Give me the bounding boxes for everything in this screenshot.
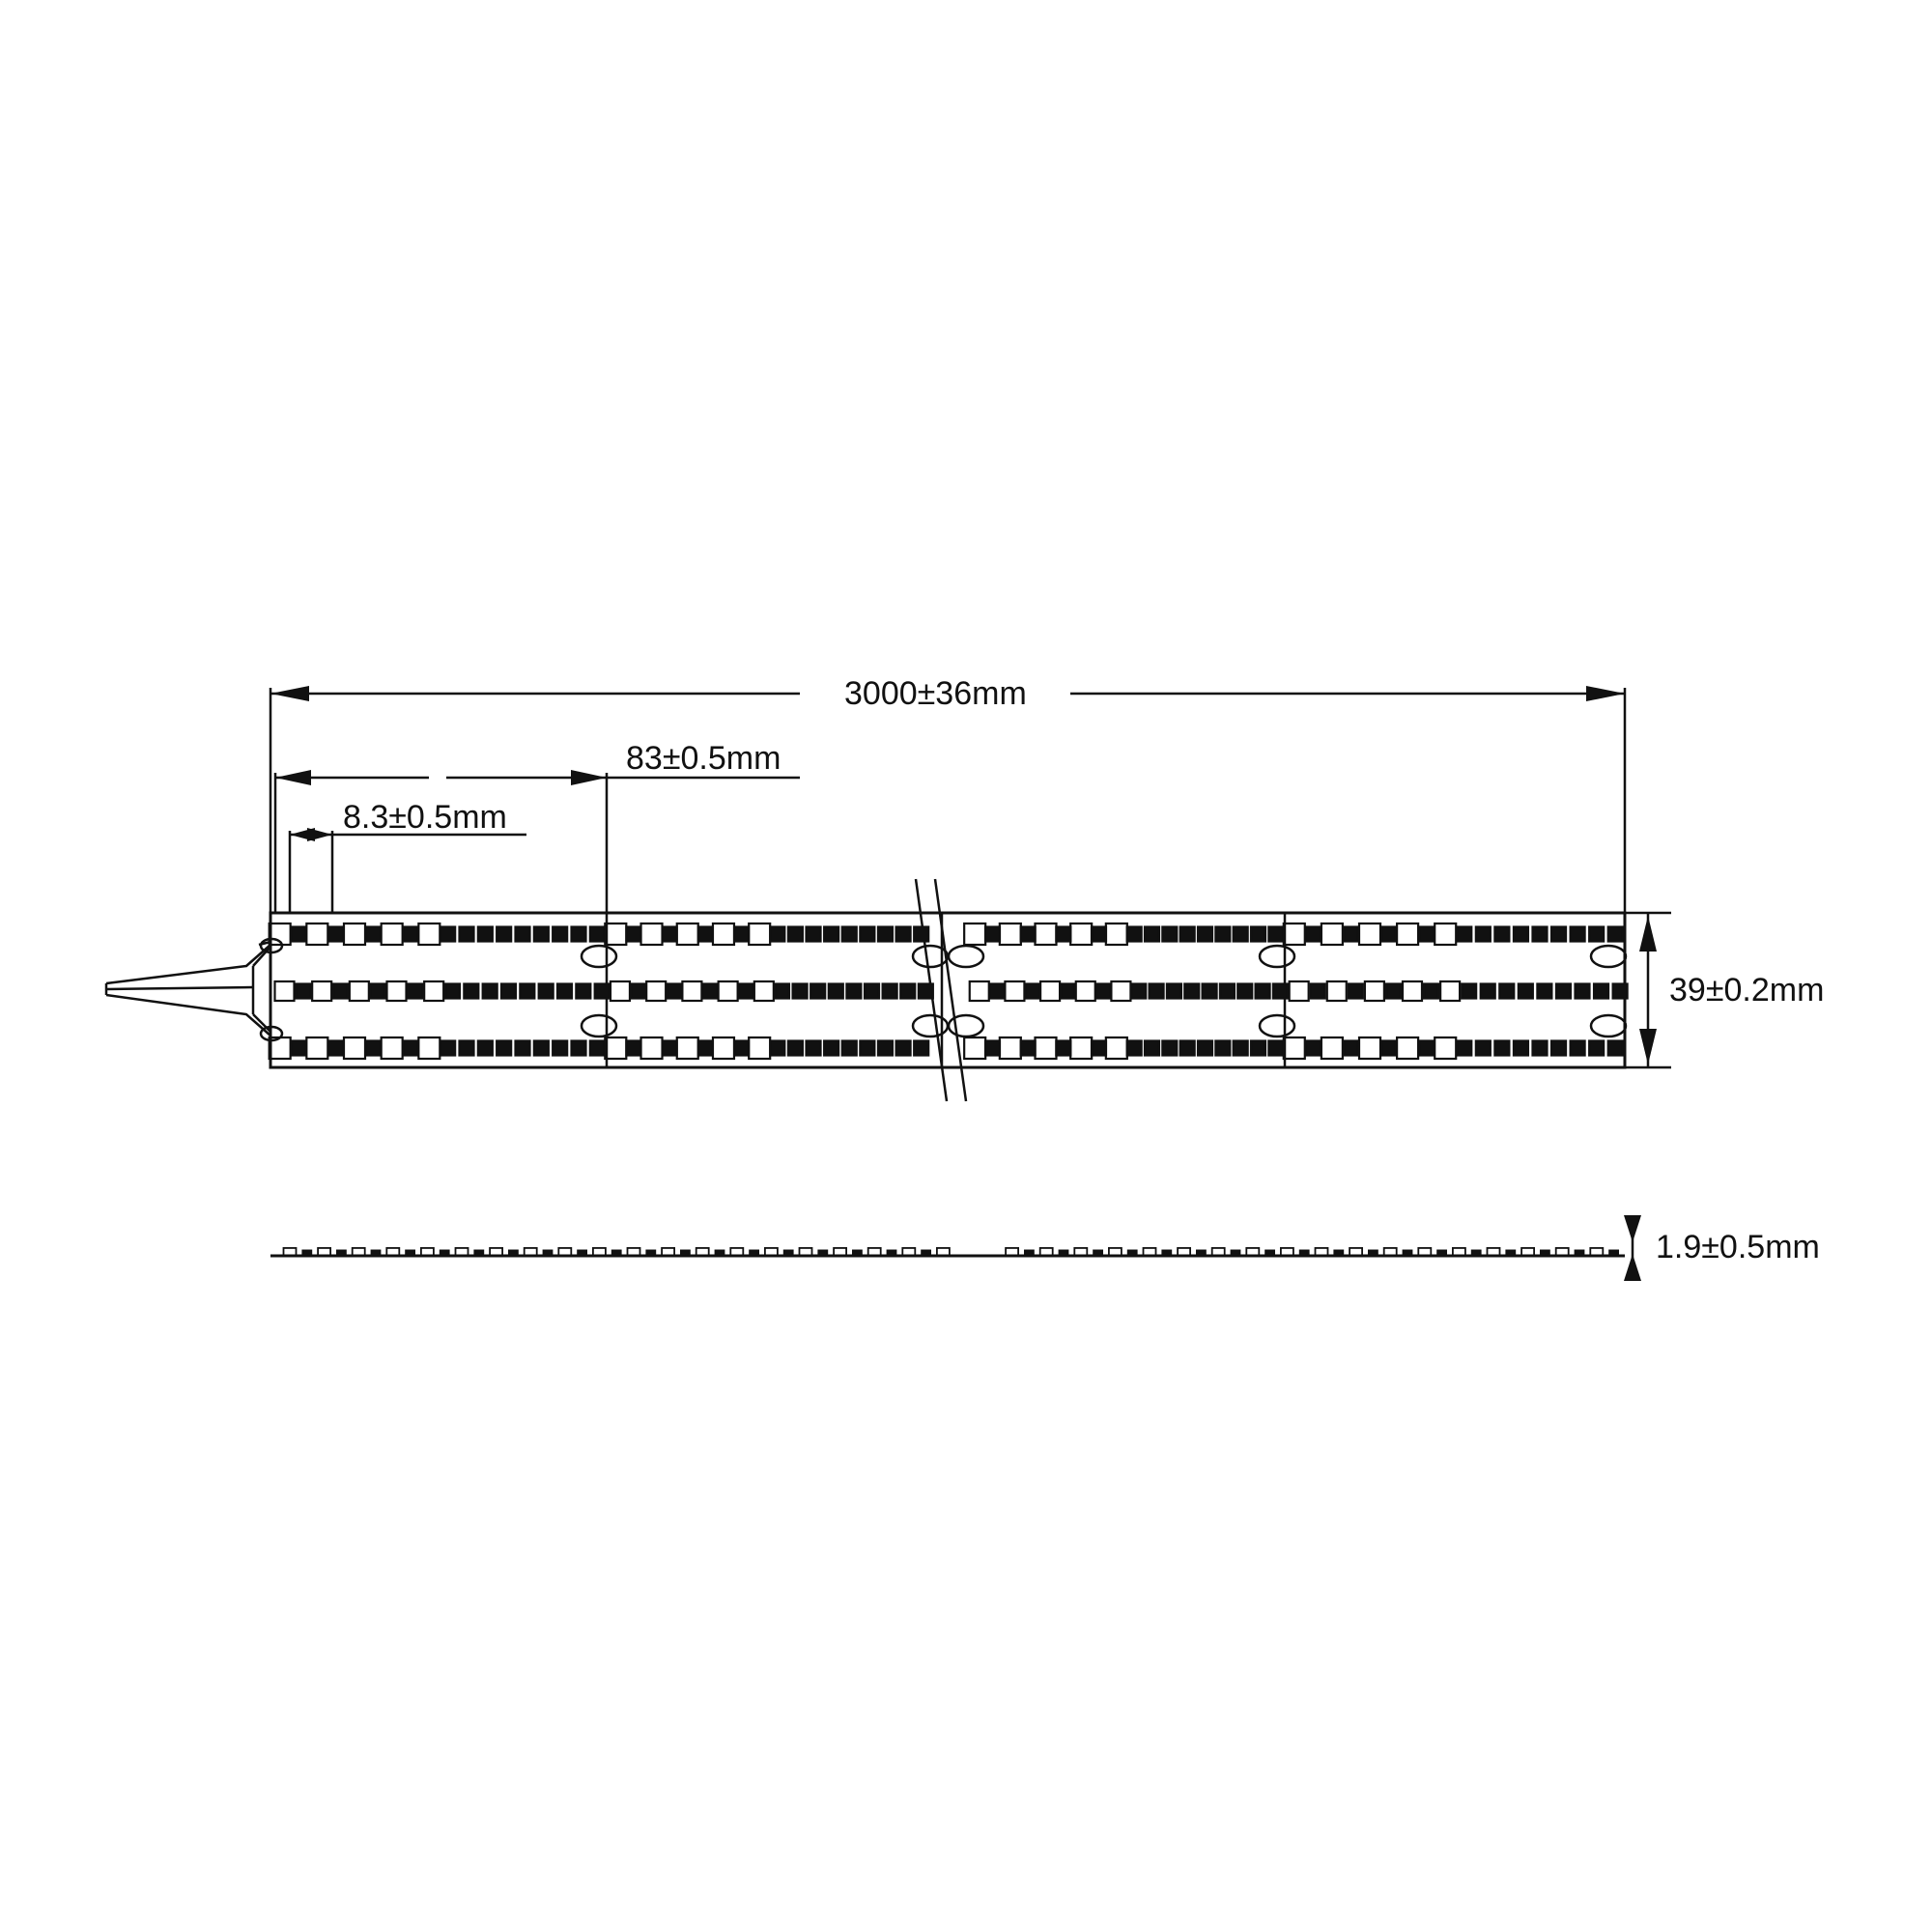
led-emitter: [703, 984, 718, 999]
led-emitter: [292, 927, 306, 942]
led-emitter: [1551, 1041, 1566, 1056]
led-emitter: [328, 1041, 343, 1056]
led-emitter: [900, 984, 915, 999]
led-emitter: [1608, 927, 1623, 942]
led-emitter: [1111, 981, 1130, 1001]
led-emitter: [516, 1041, 530, 1056]
led-pitch-dimension: [290, 828, 526, 913]
led-emitter: [682, 981, 701, 1001]
led-emitter: [275, 981, 295, 1001]
led-emitter: [663, 927, 677, 942]
led-emitter: [1386, 984, 1401, 999]
led-emitter: [1251, 1041, 1265, 1056]
led-emitter-side: [440, 1250, 449, 1256]
led-emitter: [1025, 984, 1039, 999]
led-emitter: [1359, 1037, 1380, 1059]
led-emitter-side: [1162, 1250, 1171, 1256]
led-emitter: [572, 927, 586, 942]
led-emitter: [1145, 927, 1159, 942]
led-emitter: [914, 927, 928, 942]
led-emitter: [312, 981, 331, 1001]
led-emitter-side: [784, 1250, 793, 1256]
led-emitter: [1381, 927, 1396, 942]
thickness-dimension: [1624, 1215, 1641, 1281]
led-emitter: [572, 1041, 586, 1056]
led-emitter: [557, 984, 572, 999]
led-emitter: [611, 981, 630, 1001]
led-emitter: [1533, 927, 1548, 942]
led-emitter: [1594, 984, 1608, 999]
led-emitter: [1198, 927, 1212, 942]
led-emitter: [1021, 1041, 1036, 1056]
led-emitter: [1036, 1037, 1057, 1059]
led-emitter: [553, 927, 567, 942]
led-emitter: [371, 984, 385, 999]
led-emitter: [520, 984, 534, 999]
led-emitter: [1092, 1041, 1106, 1056]
led-emitter: [754, 981, 774, 1001]
width-label: 39±0.2mm: [1669, 972, 1825, 1009]
led-emitter-side: [509, 1250, 518, 1256]
led-emitter: [497, 1041, 511, 1056]
led-emitter: [1613, 984, 1628, 999]
led-emitter: [1403, 981, 1422, 1001]
led-emitter: [626, 1041, 640, 1056]
led-emitter-side: [1472, 1250, 1481, 1256]
led-emitter: [860, 927, 874, 942]
led-emitter-side: [1232, 1250, 1240, 1256]
led-emitter: [1167, 984, 1181, 999]
led-emitter: [382, 923, 403, 945]
led-emitter: [824, 927, 838, 942]
led-emitter-side: [1094, 1250, 1102, 1256]
total-length-label: 3000±36mm: [844, 675, 1027, 712]
led-emitter: [1576, 984, 1590, 999]
led-emitter: [404, 927, 418, 942]
segment-length-dimension: [275, 770, 800, 913]
led-emitter: [770, 1041, 784, 1056]
led-emitter: [460, 927, 474, 942]
led-emitter: [1234, 1041, 1248, 1056]
led-emitter: [1424, 984, 1438, 999]
led-emitter: [883, 984, 897, 999]
led-emitter: [1220, 984, 1235, 999]
led-emitter: [1499, 984, 1514, 999]
led-emitter: [1589, 1041, 1604, 1056]
led-emitter-side: [1197, 1250, 1206, 1256]
led-emitter: [1533, 1041, 1548, 1056]
led-emitter: [1215, 1041, 1230, 1056]
led-emitter: [1419, 927, 1434, 942]
led-emitter: [641, 923, 663, 945]
led-emitter: [807, 927, 821, 942]
led-emitter: [1234, 927, 1248, 942]
led-emitter: [1476, 927, 1491, 942]
led-emitter: [626, 927, 640, 942]
led-emitter: [770, 927, 784, 942]
led-emitter: [990, 984, 1005, 999]
led-emitter: [418, 923, 440, 945]
led-emitter: [865, 984, 879, 999]
led-emitter: [1070, 1037, 1092, 1059]
led-emitter-side: [474, 1250, 483, 1256]
led-emitter: [296, 984, 310, 999]
led-emitter: [829, 984, 843, 999]
led-emitter: [824, 1041, 838, 1056]
led-emitter: [306, 923, 327, 945]
led-emitter: [497, 927, 511, 942]
led-emitter: [350, 981, 369, 1001]
led-emitter: [404, 1041, 418, 1056]
led-emitter-side: [1506, 1250, 1515, 1256]
side-view-strip: [270, 1248, 1625, 1256]
led-emitter: [1457, 927, 1471, 942]
led-emitter-side: [716, 1250, 724, 1256]
led-emitter: [1215, 927, 1230, 942]
led-emitter: [1056, 927, 1070, 942]
led-emitter: [713, 1037, 734, 1059]
led-emitter-side: [888, 1250, 896, 1256]
led-emitter: [1321, 923, 1343, 945]
led-emitter: [646, 981, 666, 1001]
led-emitter: [333, 984, 348, 999]
led-emitter: [896, 927, 911, 942]
led-emitter: [631, 984, 645, 999]
led-emitter: [1198, 1041, 1212, 1056]
led-emitter: [1290, 981, 1309, 1001]
led-emitter-side: [1609, 1250, 1618, 1256]
led-emitter-side: [1576, 1250, 1584, 1256]
led-emitter: [1162, 927, 1177, 942]
led-emitter: [1435, 923, 1456, 945]
led-emitter: [1571, 927, 1585, 942]
led-emitter-side: [1060, 1250, 1068, 1256]
led-emitter: [1306, 1041, 1321, 1056]
led-emitter: [793, 984, 808, 999]
led-emitter: [1162, 1041, 1177, 1056]
led-emitter: [1127, 1041, 1142, 1056]
led-emitter: [842, 927, 857, 942]
led-emitter: [590, 927, 605, 942]
led-emitter-side: [302, 1250, 311, 1256]
led-emitter-side: [578, 1250, 586, 1256]
led-emitter-side: [372, 1250, 381, 1256]
led-emitter: [1000, 923, 1021, 945]
led-emitter: [1589, 927, 1604, 942]
led-emitter-side: [750, 1250, 758, 1256]
led-emitter: [1514, 927, 1528, 942]
led-emitter: [1365, 981, 1384, 1001]
led-emitter: [739, 984, 753, 999]
led-emitter: [878, 927, 893, 942]
led-emitter: [424, 981, 443, 1001]
led-emitter: [667, 984, 681, 999]
led-emitter: [605, 1037, 626, 1059]
led-emitter: [1457, 1041, 1471, 1056]
led-emitter: [1268, 1041, 1283, 1056]
led-emitter: [749, 923, 770, 945]
led-pitch-label: 8.3±0.5mm: [343, 799, 507, 836]
led-emitter: [1180, 927, 1195, 942]
led-emitter: [896, 1041, 911, 1056]
led-emitter: [810, 984, 825, 999]
led-emitter: [1476, 1041, 1491, 1056]
led-emitter: [1397, 1037, 1418, 1059]
led-emitter: [440, 927, 455, 942]
led-emitter: [734, 927, 749, 942]
led-emitter: [1203, 984, 1217, 999]
led-emitter-side: [337, 1250, 346, 1256]
led-emitter: [605, 923, 626, 945]
led-emitter: [1556, 984, 1571, 999]
led-emitter: [1344, 927, 1358, 942]
led-emitter: [1237, 984, 1252, 999]
led-emitter: [1005, 981, 1024, 1001]
led-emitter: [483, 984, 497, 999]
led-emitter: [440, 1041, 455, 1056]
led-emitter: [534, 1041, 549, 1056]
led-emitter-side: [853, 1250, 862, 1256]
led-emitter-side: [1369, 1250, 1378, 1256]
width-dimension: [1639, 913, 1657, 1067]
led-emitter: [970, 981, 989, 1001]
led-emitter: [328, 927, 343, 942]
led-emitter: [719, 981, 738, 1001]
led-emitter: [595, 984, 610, 999]
led-emitter: [1381, 1041, 1396, 1056]
led-emitter: [985, 1041, 1000, 1056]
led-emitter-side: [1300, 1250, 1309, 1256]
led-emitter: [1514, 1041, 1528, 1056]
led-emitter: [387, 981, 407, 1001]
led-emitter: [1268, 927, 1283, 942]
led-emitter: [1481, 984, 1495, 999]
led-emitter: [553, 1041, 567, 1056]
led-emitter-side: [1128, 1250, 1137, 1256]
led-emitter: [1344, 1041, 1358, 1056]
led-emitter: [1462, 984, 1476, 999]
led-emitter: [964, 923, 985, 945]
led-emitter: [985, 927, 1000, 942]
led-emitter: [677, 1037, 698, 1059]
led-emitter: [478, 1041, 493, 1056]
led-emitter-side: [1437, 1250, 1446, 1256]
led-emitter: [641, 1037, 663, 1059]
led-emitter-side: [1334, 1250, 1343, 1256]
led-emitter: [775, 984, 789, 999]
led-emitter: [366, 1041, 381, 1056]
led-emitter: [842, 1041, 857, 1056]
led-emitter: [382, 1037, 403, 1059]
led-emitter: [1440, 981, 1460, 1001]
led-emitter: [677, 923, 698, 945]
led-emitter: [1311, 984, 1325, 999]
led-emitter: [1256, 984, 1270, 999]
led-emitter: [1251, 927, 1265, 942]
led-emitter: [663, 1041, 677, 1056]
led-emitter: [1070, 923, 1092, 945]
led-emitter: [445, 984, 460, 999]
led-emitter: [1150, 984, 1164, 999]
led-emitter: [1000, 1037, 1021, 1059]
led-emitter: [1184, 984, 1199, 999]
led-emitter: [1061, 984, 1075, 999]
led-emitter-side: [818, 1250, 827, 1256]
led-emitter: [846, 984, 861, 999]
led-emitter: [590, 1041, 605, 1056]
led-emitter: [1180, 1041, 1195, 1056]
led-emitter: [1321, 1037, 1343, 1059]
led-emitter: [366, 927, 381, 942]
led-emitter: [1106, 923, 1127, 945]
led-emitter-side: [646, 1250, 655, 1256]
led-emitter: [292, 1041, 306, 1056]
led-emitter: [576, 984, 590, 999]
led-emitter: [501, 984, 516, 999]
led-emitter-side: [406, 1250, 414, 1256]
led-emitter: [1284, 1037, 1305, 1059]
led-emitter: [878, 1041, 893, 1056]
led-emitter: [698, 927, 713, 942]
led-emitter: [1021, 927, 1036, 942]
led-emitter: [1106, 1037, 1127, 1059]
led-emitter-side: [1025, 1250, 1034, 1256]
led-emitter: [860, 1041, 874, 1056]
led-emitter: [1096, 984, 1111, 999]
lead-wires: [106, 939, 282, 1040]
led-emitter: [1435, 1037, 1456, 1059]
led-emitter: [1419, 1041, 1434, 1056]
led-emitter: [713, 923, 734, 945]
led-emitter: [919, 984, 933, 999]
led-emitter: [1273, 984, 1288, 999]
led-emitter-side: [922, 1250, 930, 1256]
led-emitter: [534, 927, 549, 942]
led-emitter: [408, 984, 422, 999]
led-emitter: [478, 927, 493, 942]
led-emitter: [344, 923, 365, 945]
led-emitter: [914, 1041, 928, 1056]
led-emitter: [460, 1041, 474, 1056]
led-emitter: [539, 984, 554, 999]
led-emitter-side: [1265, 1250, 1274, 1256]
led-emitter: [1359, 923, 1380, 945]
led-emitter: [788, 1041, 803, 1056]
led-emitter: [749, 1037, 770, 1059]
led-emitter: [1494, 1041, 1509, 1056]
segment-length-label: 83±0.5mm: [626, 740, 781, 777]
led-emitter-side: [681, 1250, 690, 1256]
led-emitter: [1349, 984, 1363, 999]
led-emitter: [1284, 923, 1305, 945]
led-emitter: [1306, 927, 1321, 942]
led-emitter: [964, 1037, 985, 1059]
led-emitter-side: [544, 1250, 553, 1256]
led-emitter: [1056, 1041, 1070, 1056]
led-emitter: [1551, 927, 1566, 942]
led-emitter-side: [612, 1250, 621, 1256]
led-emitter: [1040, 981, 1060, 1001]
led-emitter: [1036, 923, 1057, 945]
led-emitter: [698, 1041, 713, 1056]
led-emitter: [1519, 984, 1533, 999]
led-emitter: [306, 1037, 327, 1059]
thickness-label: 1.9±0.5mm: [1656, 1229, 1820, 1265]
led-emitter: [1076, 981, 1095, 1001]
led-emitter: [1571, 1041, 1585, 1056]
led-emitter: [1127, 927, 1142, 942]
led-emitter: [1327, 981, 1347, 1001]
led-emitter: [788, 927, 803, 942]
led-emitter: [1092, 927, 1106, 942]
led-emitter: [807, 1041, 821, 1056]
led-emitter: [418, 1037, 440, 1059]
led-emitter: [464, 984, 478, 999]
led-emitter: [1131, 984, 1146, 999]
led-array-top-view: [270, 923, 1628, 1059]
led-emitter: [1537, 984, 1551, 999]
led-emitter-side: [1541, 1250, 1549, 1256]
led-emitter: [1145, 1041, 1159, 1056]
led-emitter: [1608, 1041, 1623, 1056]
led-emitter: [1397, 923, 1418, 945]
led-emitter: [516, 927, 530, 942]
led-emitter: [1494, 927, 1509, 942]
led-emitter: [734, 1041, 749, 1056]
led-emitter: [344, 1037, 365, 1059]
led-emitter-side: [1404, 1250, 1412, 1256]
